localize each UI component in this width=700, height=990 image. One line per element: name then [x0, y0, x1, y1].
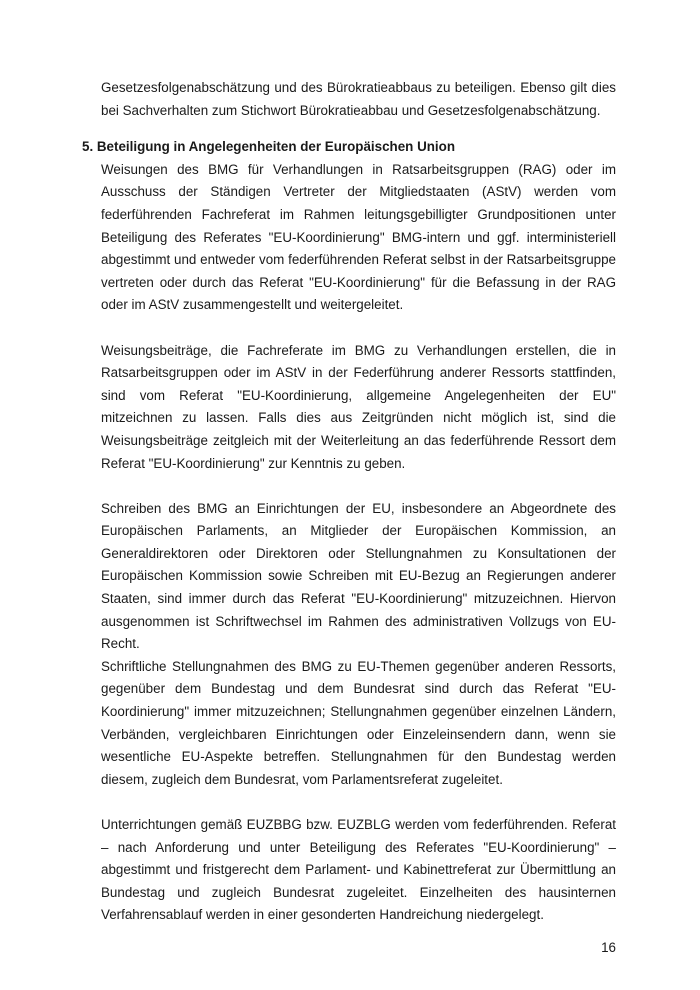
section-paragraph-written-statements: Schriftliche Stellungnahmen des BMG zu EU-Themen gegenüber anderen Ressorts, gegenüber dem Bundestag und dem Bundesrat sind durch das Referat "EU-Koordinierung" immer mitzuzeichnen; Stellungnahmen gegenüber einzelnen Ländern, Verbänden, vergleichbaren Einrichtungen oder Einzeleinsendern dann, wenn sie wesentliche EU-Aspekte betreffen. Stellungnahmen für den Bundestag werden diesem, zugleich dem Bundesrat, vom Parlamentsreferat zugeleitet. [101, 658, 616, 787]
section-paragraph-notifications: Unterrichtungen gemäß EUZBBG bzw. EUZBLG werden vom federführenden. Referat – nach Anforderung und unter Beteiligung des Referates "EU-Koordinierung" – abgestimmt und fristgerecht dem Parlament- und Kabinettreferat zur Übermittlung an Bundestag und zugleich Bundesrat zugeleitet. Einzelheiten des hausinternen Verfahrensablauf werden in einer gesonderten Handreichung niedergelegt. [101, 817, 616, 923]
section-paragraph-instruction-contributions: Weisungsbeiträge, die Fachreferate im BMG zu Verhandlungen erstellen, die in Ratsarbeitsgruppen oder im AStV in der Federführung anderer Ressorts stattfinden, sind vom Referat "EU-Koordinierung, allgemeine Angelegenheiten der EU" mitzeichnen zu lassen. Falls dies aus Zeitgründen nicht möglich ist, sind die Weisungsbeiträge zeitgleich mit der Weiterleitung an das federführende Ressort dem Referat "EU-Koordinierung" zur Kenntnis zu geben. [101, 342, 616, 471]
section-paragraph-letters-to-eu: Schreiben des BMG an Einrichtungen der EU, insbesondere an Abgeordnete des Europäischen Parlaments, an Mitglieder der Europäischen Kommission, an Generaldirektoren oder Direktoren oder Stellungnahmen zu Konsultationen der Europäischen Kommission sowie Schreiben mit EU-Bezug an Regierungen anderer Staaten, sind immer durch das Referat "EU-Koordinierung" mitzuzeichnen. Hiervon ausgenommen ist Schriftwechsel im Rahmen des administrativen Vollzugs von EU-Recht. [101, 500, 616, 652]
section-5 [82, 136, 616, 927]
page-number: 16 [601, 940, 616, 955]
section-paragraph-eu-instructions: Weisungen des BMG für Verhandlungen in Ratsarbeitsgruppen (RAG) oder im Ausschuss der Ständigen Vertreter der Mitgliedstaaten (AStV) werden vom federführenden Fachreferat im Rahmen leitungsgebilligter Grundpositionen unter Beteiligung des Referates "EU-Koordinierung" BMG-intern und ggf. interministeriell abgestimmt und entweder vom federführenden Referat selbst in der Ratsarbeitsgruppe vertreten oder durch das Referat "EU-Koordinierung" für die Befassung in der RAG oder im AStV zusammengestellt und weitergeleitet. [101, 161, 616, 313]
section-heading: 5. Beteiligung in Angelegenheiten der Europäischen Union [82, 139, 455, 155]
intro-paragraph: Gesetzesfolgenabschätzung und des Bürokratieabbaus zu beteiligen. Ebenso gilt dies bei Sachverhalten zum Stichwort Bürokratieabbau und Gesetzesfolgenabschätzung. [101, 80, 616, 118]
page-content [82, 77, 616, 927]
